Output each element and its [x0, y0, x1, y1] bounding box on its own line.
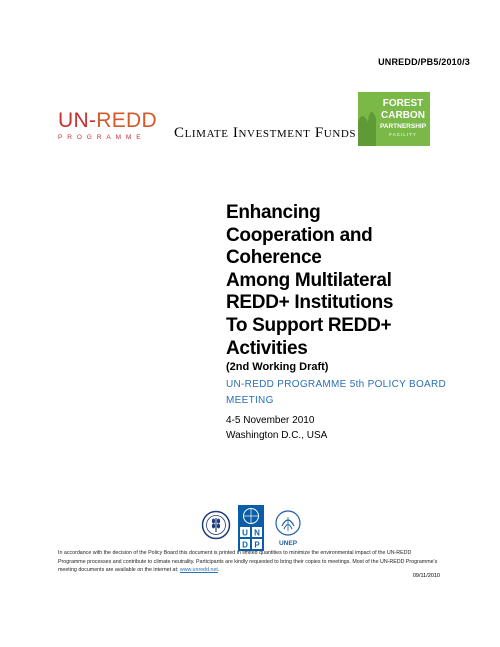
- title-line: Activities: [226, 337, 308, 359]
- title-line: Enhancing: [226, 202, 321, 223]
- fcpf-logo: [358, 92, 430, 146]
- fcpf-line-2: CARBON: [381, 110, 425, 121]
- fcpf-line-1: FOREST: [382, 98, 424, 109]
- fcpf-line-3: PARTNERSHIP: [379, 123, 427, 130]
- undp-letter: D: [242, 540, 248, 550]
- title-line: Among Multilateral: [226, 269, 392, 291]
- undp-letter: N: [254, 528, 260, 538]
- partner-emblems: [201, 505, 321, 553]
- unredd-logo: [58, 110, 157, 141]
- undp-logo-icon: [238, 505, 264, 551]
- meeting-date: 4-5 November 2010: [226, 415, 315, 427]
- fao-emblem-icon: [201, 510, 231, 540]
- disclaimer-text: In accordance with the decision of the Policy Board this document is printed in limited quantities to minimize the environmental impact of the UN-REDD Programme processes and contribute to climate neutrality. Participants are kindly requested to bring their copies to meetings. Most of the UN-REDD Programme's meeting documents are available on the internet at: www.unredd.net.: [58, 550, 438, 573]
- fcpf-line-4: FACILITY: [389, 132, 417, 137]
- document-code: UNREDD/PB5/2010/3: [378, 57, 470, 67]
- unredd-logo-wordmark: UN-REDD: [58, 109, 157, 132]
- cif-logo: Climate Investment Funds: [174, 125, 357, 141]
- unep-logo-icon: [274, 509, 302, 549]
- title-line: To Support REDD+: [226, 314, 392, 336]
- title-line: REDD+ Institutions: [226, 292, 394, 314]
- undp-letter: P: [254, 540, 260, 550]
- meeting-place: Washington D.C., USA: [226, 430, 328, 442]
- title-line: Cooperation and: [226, 224, 373, 246]
- undp-letter: U: [242, 528, 248, 538]
- unep-label: UNEP: [278, 540, 298, 547]
- title-line: Coherence: [226, 247, 322, 269]
- unredd-website-link[interactable]: www.unredd.net: [179, 567, 218, 573]
- unredd-logo-programme: PROGRAMME: [58, 134, 146, 141]
- footer-date: 09/11/2010: [412, 573, 440, 579]
- title-block: [226, 202, 476, 443]
- subtitle: (2nd Working Draft): [226, 361, 329, 374]
- meeting-name: UN-REDD PROGRAMME 5th POLICY BOARD MEETING: [226, 379, 447, 407]
